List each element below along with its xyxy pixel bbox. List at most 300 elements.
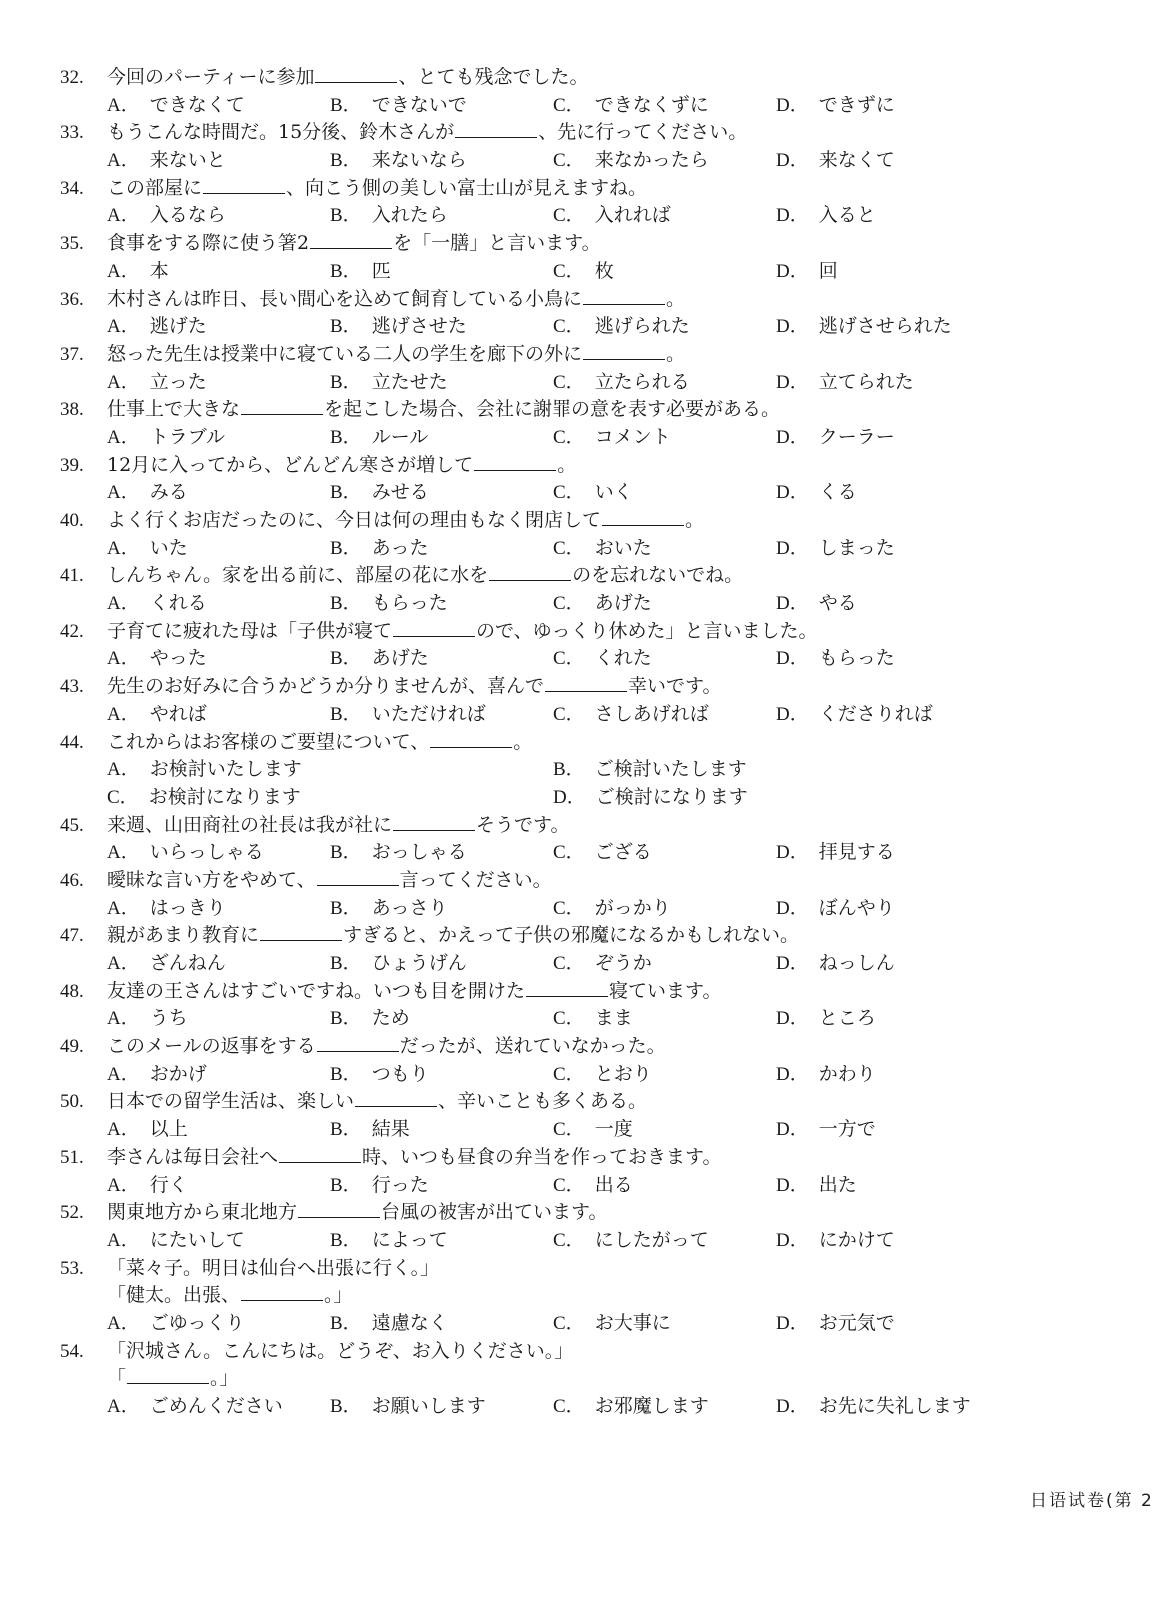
option-b[interactable] xyxy=(330,424,428,452)
option-letter: D． xyxy=(776,537,809,559)
question-text-before: 先生のお好みに合うかどうか分りませんが、喜んで xyxy=(107,675,545,698)
option-letter: D． xyxy=(776,482,809,504)
option-c[interactable] xyxy=(553,590,652,618)
question-number: 54. xyxy=(60,1340,84,1362)
question-stem xyxy=(0,396,1164,424)
question-text-after: 幸いです。 xyxy=(628,675,722,698)
question-text xyxy=(107,1338,573,1366)
question-stem xyxy=(0,1255,1164,1283)
option-text: にしたがって xyxy=(594,1228,709,1251)
option-text: ご検討になります xyxy=(595,785,748,808)
option-text: ところ xyxy=(818,1007,876,1030)
option-d[interactable] xyxy=(776,701,933,729)
question-text xyxy=(107,396,780,424)
answer-blank xyxy=(241,396,323,415)
option-c[interactable] xyxy=(553,645,652,673)
question-stem xyxy=(0,507,1164,535)
option-text: とおり xyxy=(594,1062,652,1085)
option-letter: B． xyxy=(330,260,362,282)
option-text: ごめんください xyxy=(149,1395,283,1417)
answer-blank xyxy=(317,1033,399,1052)
option-text: やれば xyxy=(149,702,207,725)
question-text xyxy=(107,507,704,535)
options-row xyxy=(0,839,1164,867)
option-text: かわり xyxy=(818,1062,876,1085)
option-b[interactable] xyxy=(330,479,429,507)
option-letter: C． xyxy=(553,1063,585,1085)
options-row xyxy=(0,92,1164,120)
option-a[interactable] xyxy=(107,1172,188,1200)
question-stem xyxy=(0,562,1164,590)
option-letter: A． xyxy=(107,1063,140,1085)
option-b[interactable] xyxy=(330,313,467,341)
options-row xyxy=(0,369,1164,397)
option-b[interactable] xyxy=(330,147,467,175)
option-a[interactable] xyxy=(107,1116,188,1144)
option-a[interactable] xyxy=(107,313,207,341)
option-d[interactable] xyxy=(776,147,895,175)
question-text-before: 怒った先生は授業中に寝ている二人の学生を廊下の外に xyxy=(107,342,583,365)
question-number: 34. xyxy=(60,177,84,199)
question-text-after: のを忘れないでね。 xyxy=(572,564,744,587)
option-letter: A． xyxy=(107,371,140,393)
option-text: やった xyxy=(149,647,207,670)
option-letter: A． xyxy=(107,205,140,227)
answer-blank xyxy=(279,1144,361,1163)
option-text: できないで xyxy=(371,93,467,116)
option-letter: D． xyxy=(776,260,809,282)
question-number: 35. xyxy=(60,233,84,255)
option-b[interactable] xyxy=(330,1116,410,1144)
option-text: コメント xyxy=(594,425,671,448)
option-letter: C． xyxy=(553,1312,585,1334)
option-letter: A． xyxy=(107,953,140,974)
option-letter: B． xyxy=(330,316,362,338)
option-d[interactable] xyxy=(776,1061,876,1089)
question-text-before: 李さんは毎日会社へ xyxy=(107,1145,279,1168)
option-text: にかけて xyxy=(818,1228,895,1251)
option-b[interactable] xyxy=(330,202,448,230)
option-d[interactable] xyxy=(776,369,914,397)
option-letter: D． xyxy=(776,593,809,615)
question-number: 46. xyxy=(60,869,84,891)
option-c[interactable] xyxy=(553,535,652,563)
options-row xyxy=(0,1116,1164,1144)
option-text: みる xyxy=(149,481,188,504)
option-letter: C． xyxy=(553,897,585,919)
question-text-before: 関東地方から東北地方 xyxy=(107,1201,298,1224)
option-text: できずに xyxy=(818,93,895,116)
option-c[interactable] xyxy=(553,1227,709,1255)
option-text: やる xyxy=(818,592,857,615)
option-d[interactable] xyxy=(776,202,876,230)
option-a[interactable] xyxy=(107,258,169,286)
option-text: お検討いたします xyxy=(149,758,302,781)
question-text-before: 友達の王さんはすごいですね。いつも目を開けた xyxy=(107,979,526,1002)
option-a[interactable] xyxy=(107,92,245,120)
options-row xyxy=(0,1005,1164,1033)
option-d[interactable] xyxy=(553,784,748,812)
option-b[interactable] xyxy=(330,369,448,397)
option-c[interactable] xyxy=(553,895,671,923)
option-letter: B． xyxy=(330,703,362,725)
answer-blank xyxy=(355,1088,437,1107)
option-letter: A． xyxy=(107,1174,140,1196)
option-a[interactable] xyxy=(107,1227,245,1255)
question-text-before: これからはお客様のご要望について、 xyxy=(107,730,430,753)
option-text: 枚 xyxy=(594,259,614,282)
question-text-after: 言ってください。 xyxy=(399,868,552,891)
options-row xyxy=(0,1227,1164,1255)
option-text: いく xyxy=(594,481,633,504)
option-a[interactable] xyxy=(107,147,226,175)
options-row xyxy=(0,590,1164,618)
option-c[interactable] xyxy=(553,258,614,286)
question-stem xyxy=(0,867,1164,895)
option-letter: C． xyxy=(553,703,585,725)
option-text: 立てられた xyxy=(818,370,914,393)
option-text: おっしゃる xyxy=(371,841,467,864)
option-b[interactable] xyxy=(330,701,486,729)
option-letter: A． xyxy=(107,759,140,781)
option-letter: B． xyxy=(330,953,362,974)
option-text: お検討になります xyxy=(148,785,301,808)
options-row xyxy=(0,701,1164,729)
options-row xyxy=(0,1172,1164,1200)
option-d[interactable] xyxy=(776,839,895,867)
question-text-before: よく行くお店だったのに、今日は何の理由もなく閉店して xyxy=(107,509,602,531)
option-d[interactable] xyxy=(776,258,838,286)
question-stem xyxy=(0,341,1164,369)
option-letter: C． xyxy=(553,1229,585,1251)
option-text: いた xyxy=(149,536,188,559)
option-letter: C． xyxy=(553,316,585,338)
option-c[interactable] xyxy=(553,92,709,120)
option-d[interactable] xyxy=(776,424,895,452)
option-d[interactable] xyxy=(776,1172,857,1200)
option-letter: B． xyxy=(330,593,362,615)
question-number: 51. xyxy=(60,1146,84,1168)
question-number: 36. xyxy=(60,288,84,310)
option-d[interactable] xyxy=(776,645,895,673)
option-text: 逃げた xyxy=(149,315,207,338)
option-letter: C． xyxy=(553,205,585,227)
option-text: おかげ xyxy=(149,1062,207,1085)
question-text-after: 。」 xyxy=(324,1284,353,1307)
question-stem xyxy=(0,119,1164,147)
question-text-before: もうこんな時間だ。15分後、鈴木さんが xyxy=(107,121,455,144)
answer-blank xyxy=(602,507,684,526)
option-a[interactable] xyxy=(107,1310,245,1338)
question-text-before: 仕事上で大きな xyxy=(107,398,241,421)
option-b[interactable] xyxy=(330,258,391,286)
options-row xyxy=(0,895,1164,923)
option-c[interactable] xyxy=(553,1310,671,1338)
option-a[interactable] xyxy=(107,479,188,507)
option-letter: A． xyxy=(107,426,140,448)
option-letter: D． xyxy=(776,1312,809,1334)
answer-blank xyxy=(393,812,475,831)
option-d[interactable] xyxy=(776,313,952,341)
question-text-after: 台風の被害が出ています。 xyxy=(381,1201,608,1224)
option-text: あげた xyxy=(594,592,652,615)
question-text-after: すぎると、かえって子供の邪魔になるかもしれない。 xyxy=(343,924,800,947)
option-letter: C． xyxy=(553,593,585,615)
option-b[interactable] xyxy=(330,950,467,978)
options-row xyxy=(0,1393,1164,1421)
question-text xyxy=(107,1255,439,1283)
option-a[interactable] xyxy=(107,839,264,867)
option-text: 立たせた xyxy=(371,370,448,393)
option-b[interactable] xyxy=(330,1172,429,1200)
options-row xyxy=(0,479,1164,507)
option-b[interactable] xyxy=(330,645,429,673)
answer-blank xyxy=(310,230,392,249)
question-number: 53. xyxy=(60,1257,84,1279)
option-letter: C． xyxy=(553,537,585,559)
question-text-before: 12月に入ってから、どんどん寒さが増して xyxy=(107,453,474,476)
question-text-after: 時、いつも昼食の弁当を作っておきます。 xyxy=(362,1145,722,1168)
option-d[interactable] xyxy=(776,1005,876,1033)
option-text: 入れれば xyxy=(594,204,671,227)
option-letter: A． xyxy=(107,842,140,864)
option-b[interactable] xyxy=(330,535,429,563)
question-text-before: 曖昧な言い方をやめて、 xyxy=(107,868,316,891)
option-d[interactable] xyxy=(776,479,857,507)
option-a[interactable] xyxy=(107,950,226,978)
question-text xyxy=(107,1088,647,1116)
question-text-after: 。 xyxy=(513,730,533,753)
question-number: 52. xyxy=(60,1202,84,1224)
answer-blank xyxy=(583,341,665,360)
option-d[interactable] xyxy=(776,950,895,978)
option-text: 出た xyxy=(818,1173,857,1196)
option-b[interactable] xyxy=(330,1310,448,1338)
option-text: 拝見する xyxy=(818,841,895,864)
option-text: がっかり xyxy=(594,896,671,919)
option-d[interactable] xyxy=(776,1393,971,1421)
option-letter: C． xyxy=(553,953,585,974)
option-text: つもり xyxy=(371,1062,429,1085)
question-stem xyxy=(0,978,1164,1006)
option-text: 本 xyxy=(149,259,169,282)
answer-blank xyxy=(583,286,665,305)
option-d[interactable] xyxy=(776,535,895,563)
question-text-after: 、辛いことも多くある。 xyxy=(438,1090,648,1113)
question-text-after: 寝ています。 xyxy=(609,979,722,1002)
option-d[interactable] xyxy=(776,895,895,923)
option-d[interactable] xyxy=(776,1310,895,1338)
question-text-before: しんちゃん。家を出る前に、部屋の花に水を xyxy=(107,564,489,587)
option-text: 遠慮なく xyxy=(371,1311,448,1334)
option-letter: B． xyxy=(330,1008,362,1030)
option-letter: A． xyxy=(107,1396,140,1417)
options-row xyxy=(0,535,1164,563)
option-a[interactable] xyxy=(107,535,188,563)
option-letter: C． xyxy=(553,482,585,504)
answer-blank xyxy=(545,673,627,692)
option-letter: A． xyxy=(107,94,140,116)
option-c[interactable] xyxy=(553,369,690,397)
option-d[interactable] xyxy=(776,1227,895,1255)
question-number: 43. xyxy=(60,676,84,698)
option-letter: D． xyxy=(776,371,809,393)
option-d[interactable] xyxy=(776,590,857,618)
question-number: 33. xyxy=(60,122,84,144)
option-text: 匹 xyxy=(371,259,391,282)
option-text: 逃げられた xyxy=(594,315,690,338)
question-text-before: 木村さんは昨日、長い間心を込めて飼育している小鳥に xyxy=(107,287,583,310)
question-stem xyxy=(0,922,1164,950)
option-c[interactable] xyxy=(553,1061,652,1089)
question-text-before: 日本での留学生活は、楽しい xyxy=(107,1090,355,1113)
option-b[interactable] xyxy=(330,1061,429,1089)
question-stem xyxy=(0,1033,1164,1061)
option-a[interactable] xyxy=(107,1005,188,1033)
page-footer: 日语试卷(第 2 xyxy=(1030,1491,1154,1511)
option-text: 立たられる xyxy=(594,370,690,393)
option-b[interactable] xyxy=(330,92,467,120)
option-letter: D． xyxy=(776,150,809,172)
option-b[interactable] xyxy=(330,1005,410,1033)
option-text: お元気で xyxy=(818,1311,895,1334)
option-c[interactable] xyxy=(107,784,301,812)
option-text: あった xyxy=(371,536,429,559)
option-a[interactable] xyxy=(107,701,207,729)
question-text xyxy=(107,1365,239,1393)
option-c[interactable] xyxy=(553,147,709,175)
option-letter: C． xyxy=(553,1396,585,1417)
option-letter: C． xyxy=(553,842,585,864)
option-text: 立った xyxy=(149,370,207,393)
option-text: 来なくて xyxy=(818,149,895,172)
option-text: ご検討いたします xyxy=(594,758,747,781)
option-c[interactable] xyxy=(553,424,671,452)
option-d[interactable] xyxy=(776,1116,876,1144)
question-text xyxy=(107,867,552,895)
question-text-before: 「沢城さん。こんにちは。どうぞ、お入りください。」 xyxy=(107,1339,574,1362)
option-letter: B． xyxy=(330,648,362,670)
question-text-before: 食事をする際に使う箸2 xyxy=(107,232,310,255)
option-c[interactable] xyxy=(553,950,652,978)
question-number: 44. xyxy=(60,731,84,753)
option-a[interactable] xyxy=(107,1393,283,1421)
option-text: 行く xyxy=(149,1173,188,1196)
question-number: 32. xyxy=(60,67,84,88)
answer-blank xyxy=(260,922,342,941)
option-letter: B． xyxy=(330,1312,362,1334)
question-stem xyxy=(0,230,1164,258)
option-c[interactable] xyxy=(553,1393,709,1421)
option-letter: B． xyxy=(330,1396,362,1417)
option-text: できなくて xyxy=(149,93,245,116)
option-letter: C． xyxy=(553,371,585,393)
option-c[interactable] xyxy=(553,202,671,230)
option-letter: C． xyxy=(107,786,139,808)
option-letter: A． xyxy=(107,537,140,559)
option-letter: C． xyxy=(553,260,585,282)
option-text: ぼんやり xyxy=(818,896,895,919)
option-letter: B． xyxy=(330,842,362,864)
option-c[interactable] xyxy=(553,1172,633,1200)
option-letter: B． xyxy=(330,1063,362,1085)
option-c[interactable] xyxy=(553,839,652,867)
question-text-after: 。 xyxy=(666,287,686,310)
option-letter: B． xyxy=(330,482,362,504)
question-text-after: 、向こう側の美しい富士山が見えますね。 xyxy=(286,176,648,199)
option-text: お邪魔します xyxy=(594,1395,709,1417)
options-row xyxy=(0,424,1164,452)
option-c[interactable] xyxy=(553,313,690,341)
option-c[interactable] xyxy=(553,701,709,729)
option-letter: C． xyxy=(553,1008,585,1030)
answer-blank xyxy=(298,1199,380,1218)
answer-blank xyxy=(430,729,512,748)
option-a[interactable] xyxy=(107,645,207,673)
question-number: 47. xyxy=(60,925,84,947)
option-letter: D． xyxy=(776,1119,809,1141)
option-text: ぞうか xyxy=(594,952,652,974)
option-c[interactable] xyxy=(553,1005,633,1033)
question-stem xyxy=(0,618,1164,646)
question-stem xyxy=(0,729,1164,757)
answer-blank xyxy=(393,618,475,637)
answer-blank xyxy=(203,175,285,194)
option-d[interactable] xyxy=(776,92,895,120)
option-a[interactable] xyxy=(107,424,225,452)
option-a[interactable] xyxy=(107,369,207,397)
option-letter: C． xyxy=(553,648,585,670)
option-text: しまった xyxy=(818,536,895,559)
option-b[interactable] xyxy=(330,839,467,867)
answer-blank xyxy=(489,562,571,581)
option-letter: D． xyxy=(776,205,809,227)
option-c[interactable] xyxy=(553,479,633,507)
question-text-before: 親があまり教育に xyxy=(107,924,260,947)
option-a[interactable] xyxy=(107,590,207,618)
option-text: ため xyxy=(371,1007,410,1030)
option-text: ルール xyxy=(371,425,429,448)
option-letter: D． xyxy=(776,703,809,725)
option-a[interactable] xyxy=(107,202,226,230)
option-a[interactable] xyxy=(107,895,226,923)
option-letter: D． xyxy=(776,953,809,974)
option-letter: B． xyxy=(330,1229,362,1251)
option-text: 逃げさせた xyxy=(371,315,467,338)
option-text: 来なかったら xyxy=(594,149,709,172)
option-b[interactable] xyxy=(330,1227,448,1255)
question-number: 41. xyxy=(60,565,84,587)
option-b[interactable] xyxy=(330,1393,486,1421)
option-b[interactable] xyxy=(553,756,747,784)
option-b[interactable] xyxy=(330,590,448,618)
option-letter: A． xyxy=(107,703,140,725)
option-letter: D． xyxy=(776,648,809,670)
option-a[interactable] xyxy=(107,1061,207,1089)
question-text xyxy=(107,618,817,646)
question-stem xyxy=(0,286,1164,314)
option-text: ござる xyxy=(594,841,652,864)
option-b[interactable] xyxy=(330,895,448,923)
option-letter: B． xyxy=(330,537,362,559)
option-letter: B． xyxy=(330,426,362,448)
question-text xyxy=(107,812,570,840)
option-text: クーラー xyxy=(818,425,895,448)
option-c[interactable] xyxy=(553,1116,633,1144)
option-a[interactable] xyxy=(107,756,302,784)
option-text: あげた xyxy=(371,647,429,670)
question-text-after: 。」 xyxy=(210,1367,239,1390)
